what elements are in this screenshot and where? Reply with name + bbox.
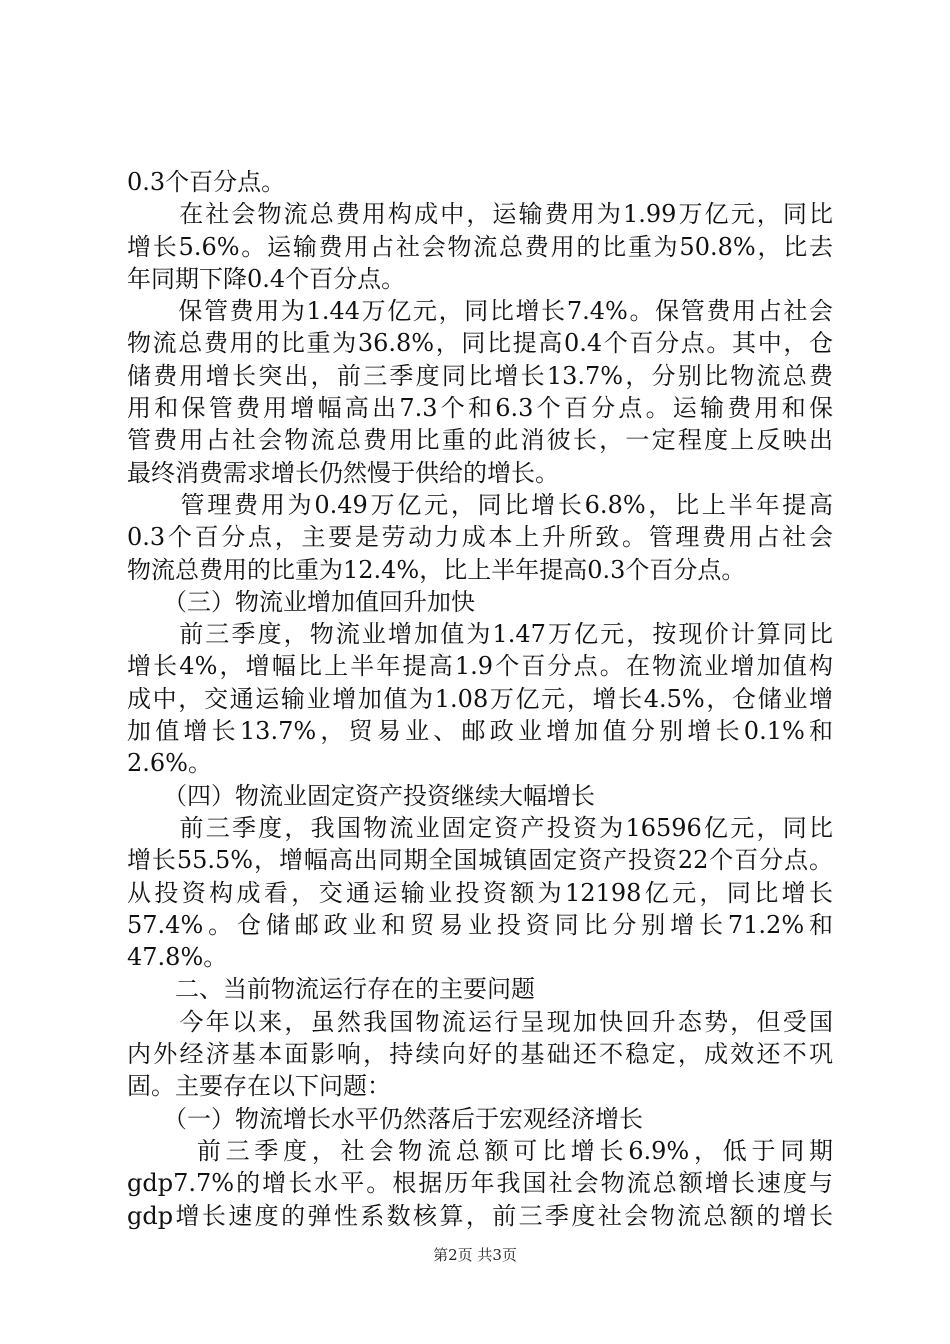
text-line: gdp增长速度的弹性系数核算，前三季度社会物流总额的增长 — [127, 1201, 833, 1230]
text-line: 47.8%。 — [127, 943, 228, 972]
text-line: 57.4%。仓储邮政业和贸易业投资同比分别增长71.2%和 — [127, 910, 833, 939]
text-line: （四）物流业固定资产投资继续大幅增长 — [127, 781, 595, 810]
text-line: 从投资构成看，交通运输业投资额为12198亿元，同比增长 — [127, 878, 833, 907]
text-line: （三）物流业增加值回升加快 — [127, 587, 475, 616]
text-line: 固。主要存在以下问题： — [127, 1072, 391, 1101]
text-line: 管费用占社会物流总费用比重的此消彼长，一定程度上反映出 — [127, 426, 833, 455]
text-line: 成中，交通运输业增加值为1.08万亿元，增长4.5%，仓储业增 — [127, 684, 833, 713]
text-line: 今年以来，虽然我国物流运行呈现加快回升态势，但受国 — [127, 1007, 833, 1036]
text-line: gdp7.7%的增长水平。根据历年我国社会物流总额增长速度与 — [127, 1169, 833, 1198]
text-line: 前三季度，社会物流总额可比增长6.9%，低于同期 — [127, 1136, 833, 1165]
text-line: 前三季度，我国物流业固定资产投资为16596亿元，同比 — [127, 813, 833, 842]
text-line: 管理费用为0.49万亿元，同比增长6.8%，比上半年提高 — [127, 490, 833, 519]
text-line: 0.3个百分点，主要是劳动力成本上升所致。管理费用占社会 — [127, 523, 833, 552]
document-body — [127, 166, 833, 1232]
text-line: 增长55.5%，增幅高出同期全国城镇固定资产投资22个百分点。 — [127, 846, 833, 875]
text-line: 内外经济基本面影响，持续向好的基础还不稳定，成效还不巩 — [127, 1040, 833, 1069]
text-line: 保管费用为1.44万亿元，同比增长7.4%。保管费用占社会 — [127, 297, 833, 326]
text-line: 在社会物流总费用构成中，运输费用为1.99万亿元，同比 — [127, 200, 833, 229]
text-line: 加值增长13.7%，贸易业、邮政业增加值分别增长0.1%和 — [127, 717, 833, 746]
text-line: 物流总费用的比重为36.8%，同比提高0.4个百分点。其中，仓 — [127, 329, 833, 358]
text-line: 前三季度，物流业增加值为1.47万亿元，按现价计算同比 — [127, 620, 833, 649]
text-line: 增长5.6%。运输费用占社会物流总费用的比重为50.8%，比去 — [127, 232, 833, 261]
text-line: 二、当前物流运行存在的主要问题 — [127, 975, 535, 1004]
text-line: 最终消费需求增长仍然慢于供给的增长。 — [127, 458, 559, 487]
text-line: 年同期下降0.4个百分点。 — [127, 264, 406, 293]
page-footer: 第2页 共3页 — [433, 1246, 517, 1264]
text-line: 增长4%，增幅比上半年提高1.9个百分点。在物流业增加值构 — [127, 652, 833, 681]
text-line: 储费用增长突出，前三季度同比增长13.7%，分别比物流总费 — [127, 361, 833, 390]
text-line: 物流总费用的比重为12.4%，比上半年提高0.3个百分点。 — [127, 555, 746, 584]
text-line: 2.6%。 — [127, 749, 212, 778]
text-line: 用和保管费用增幅高出7.3个和6.3个百分点。运输费用和保 — [127, 394, 833, 423]
text-line: 0.3个百分点。 — [127, 168, 286, 196]
text-line: （一）物流增长水平仍然落后于宏观经济增长 — [127, 1104, 643, 1133]
